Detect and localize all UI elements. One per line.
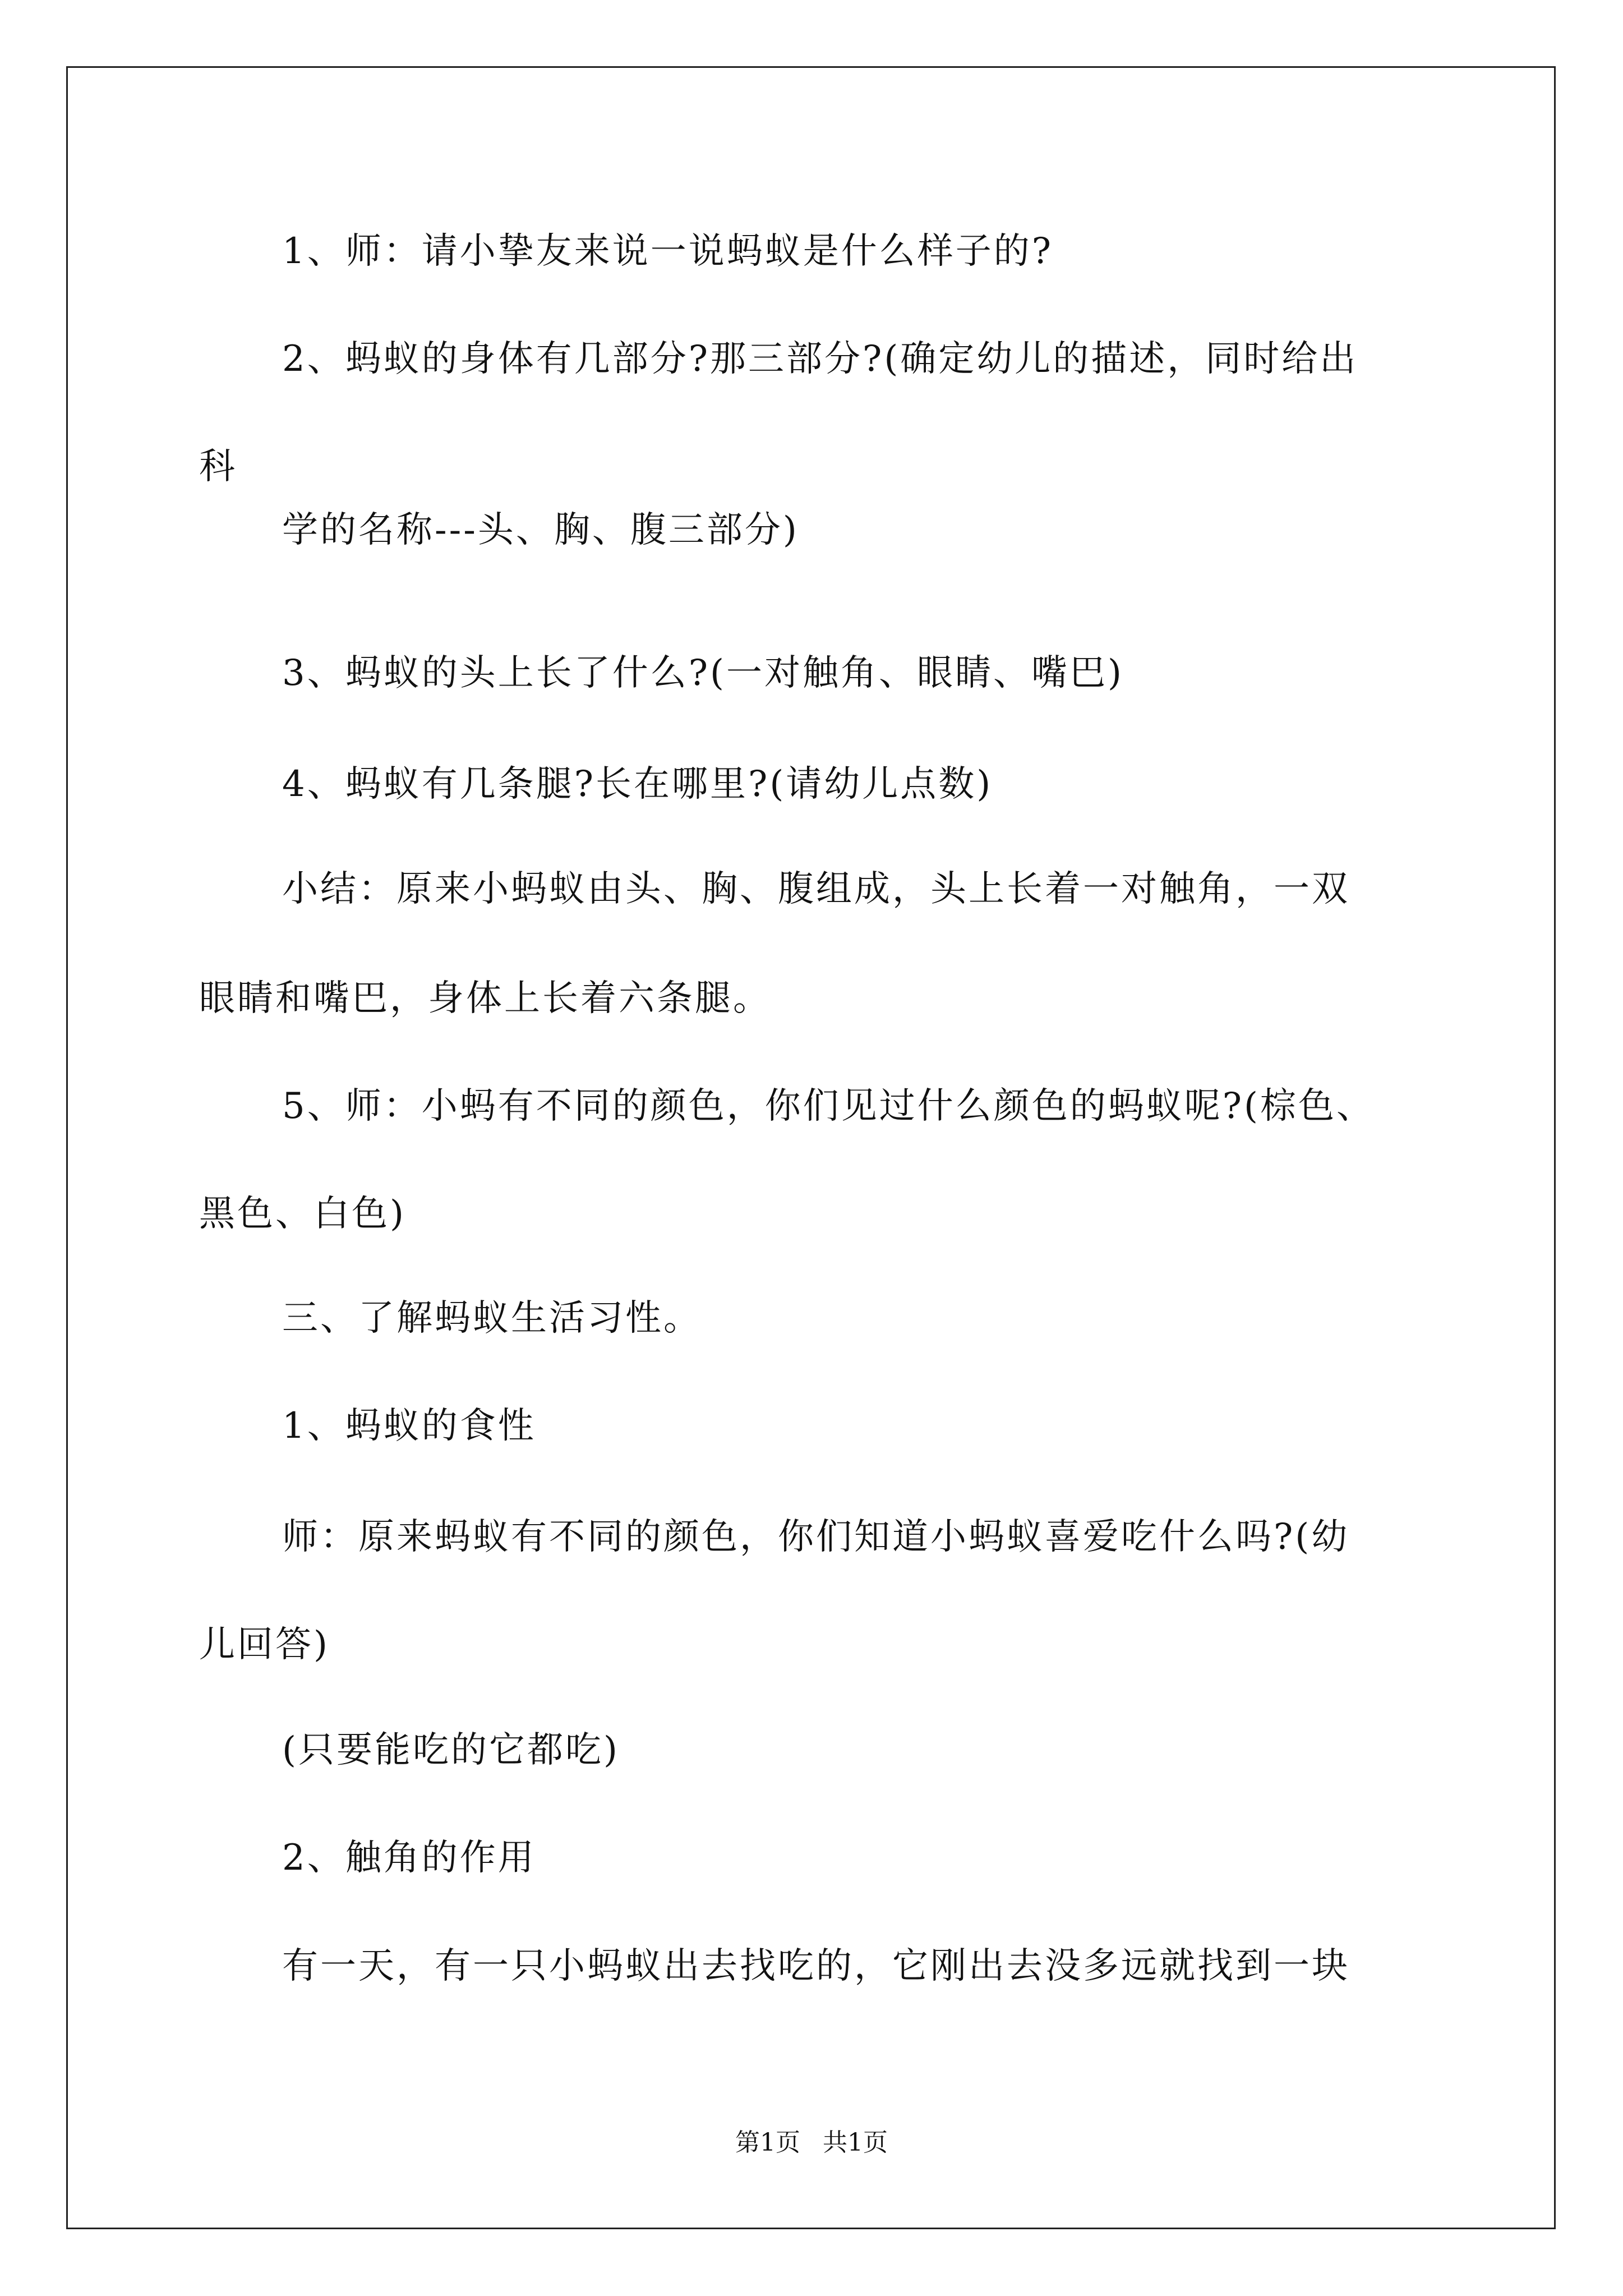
- text-line: 4、蚂蚁有几条腿?长在哪里?(请幼儿点数): [282, 763, 993, 805]
- text-line: 3、蚂蚁的头上长了什么?(一对触角、眼睛、嘴巴): [282, 652, 1124, 694]
- text-line: 儿回答): [199, 1624, 330, 1665]
- text-line: 眼睛和嘴巴，身体上长着六条腿。: [199, 978, 771, 1019]
- page-frame: [66, 66, 1556, 2229]
- text-line: 5、师：小蚂有不同的颜色，你们见过什么颜色的蚂蚁呢?(棕色、: [282, 1085, 1375, 1127]
- text-line: 科: [199, 446, 237, 487]
- text-line: (只要能吃的它都吃): [282, 1729, 620, 1771]
- page-footer: [0, 2126, 1623, 2160]
- text-line: 小结：原来小蚂蚁由头、胸、腹组成，头上长着一对触角，一双: [282, 868, 1350, 910]
- text-line: 有一天，有一只小蚂蚁出去找吃的，它刚出去没多远就找到一块: [282, 1945, 1350, 1987]
- text-line: 2、触角的作用: [282, 1837, 536, 1879]
- text-line: 2、蚂蚁的身体有几部分?那三部分?(确定幼儿的描述，同时给出: [282, 338, 1358, 380]
- text-line: 1、蚂蚁的食性: [282, 1405, 536, 1447]
- text-line: 三、了解蚂蚁生活习性。: [282, 1297, 702, 1339]
- text-line: 学的名称---头、胸、腹三部分): [282, 509, 799, 551]
- page-total: 共1页: [823, 2128, 888, 2157]
- text-line: 黑色、白色): [199, 1193, 406, 1235]
- text-line: 1、师：请小挚友来说一说蚂蚁是什么样子的?: [282, 231, 1054, 272]
- text-line: 师：原来蚂蚁有不同的颜色，你们知道小蚂蚁喜爱吃什么吗?(幼: [282, 1516, 1350, 1558]
- page-number: 第1页: [735, 2128, 800, 2157]
